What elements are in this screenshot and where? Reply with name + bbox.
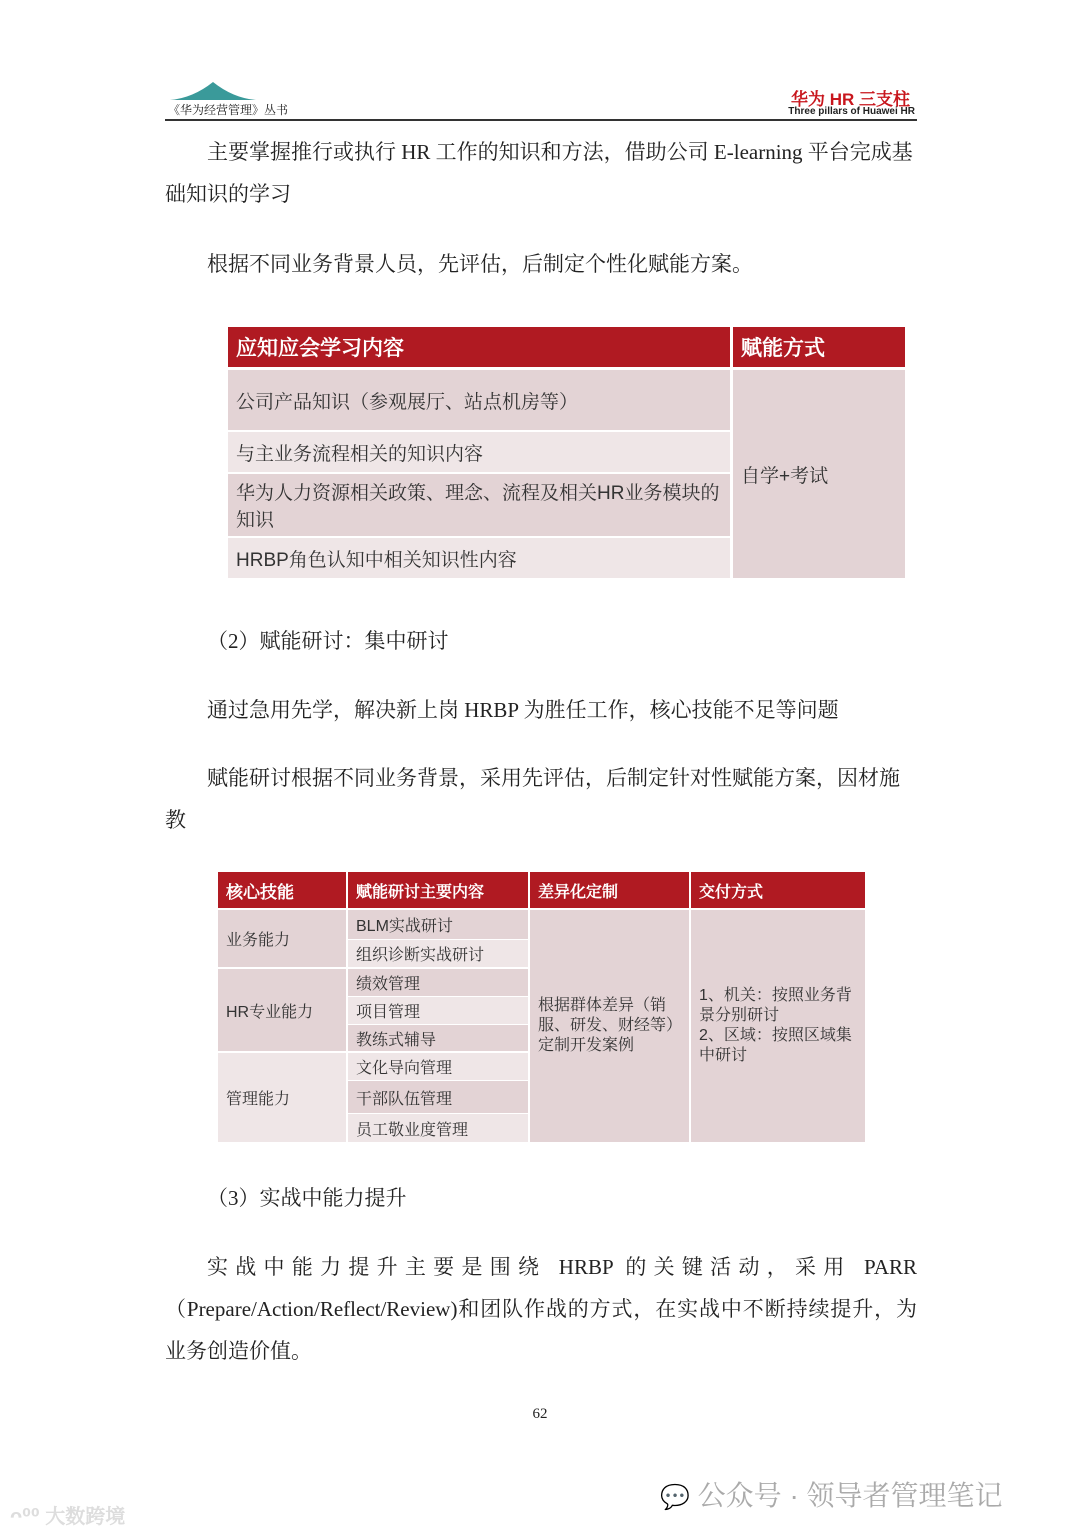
watermark-text: 大数跨境 [45,1506,126,1528]
section-heading: （2）赋能研讨：集中研讨 [207,629,449,653]
watermark-text: 公众号 · 领导者管理笔记 [697,1480,1003,1511]
content-cell: 组织诊断实战研讨 [348,940,528,967]
skill-cell: HR专业能力 [218,969,346,1051]
skill-cell: 业务能力 [218,910,346,967]
watermark-left [10,1500,125,1529]
content-cell: 项目管理 [348,997,528,1024]
wechat-icon: 💬 [660,1484,690,1511]
content-cell: BLM实战研讨 [348,910,528,939]
table-row: 华为人力资源相关政策、理念、流程及相关HR业务模块的知识 [228,474,730,536]
table-header: 赋能方式 [733,327,905,367]
paragraph: 实战中能力提升主要是围绕 HRBP 的关键活动，采用 PARR（Prepare/Action/Reflect/Review)和团队作战的方式，在实战中不断持续提升，为业务创造价值。 [165,1255,917,1363]
content-cell: 教练式辅导 [348,1025,528,1051]
content-cell: 员工敬业度管理 [348,1114,528,1142]
table-header: 应知应会学习内容 [228,327,730,367]
table-header: 交付方式 [691,872,865,908]
paragraph: 主要掌握推行或执行 HR 工作的知识和方法，借助公司 E-learning 平台完成基础知识的学习 [165,140,913,206]
watermark-logo-icon: ᴖ⁰⁰ [10,1506,46,1528]
book-title: 华为 HR 三支柱 [791,90,910,109]
method-cell: 自学+考试 [733,370,905,578]
table-header: 赋能研讨主要内容 [348,872,528,908]
paragraph: 根据不同业务背景人员，先评估，后制定个性化赋能方案。 [207,252,753,276]
content-cell: 文化导向管理 [348,1053,528,1080]
book-subtitle: Three pillars of Huawei HR [788,106,915,117]
table-row: HRBP角色认知中相关知识性内容 [228,538,730,578]
header-rule [165,119,917,121]
table-row: 公司产品知识（参观展厅、站点机房等） [228,370,730,430]
paragraph: 通过急用先学，解决新上岗 HRBP 为胜任工作，核心技能不足等问题 [207,698,839,722]
table-header: 核心技能 [218,872,346,908]
paragraph: 赋能研讨根据不同业务背景，采用先评估，后制定针对性赋能方案，因材施教 [165,766,900,832]
series-title: 《华为经营管理》丛书 [168,103,289,117]
table-header: 差异化定制 [530,872,689,908]
content-cell: 干部队伍管理 [348,1081,528,1113]
custom-cell: 根据群体差异（销服、研发、财经等）定制开发案例 [530,910,689,1142]
book-logo-icon [168,80,258,102]
table-row: 与主业务流程相关的知识内容 [228,432,730,472]
section-heading: （3）实战中能力提升 [207,1186,407,1210]
page-number: 62 [532,1406,548,1422]
delivery-cell: 1、机关：按照业务背景分别研讨 2、区域：按照区域集中研讨 [691,910,865,1142]
watermark-right [660,1474,1003,1514]
content-cell: 绩效管理 [348,969,528,996]
skill-cell: 管理能力 [218,1053,346,1142]
